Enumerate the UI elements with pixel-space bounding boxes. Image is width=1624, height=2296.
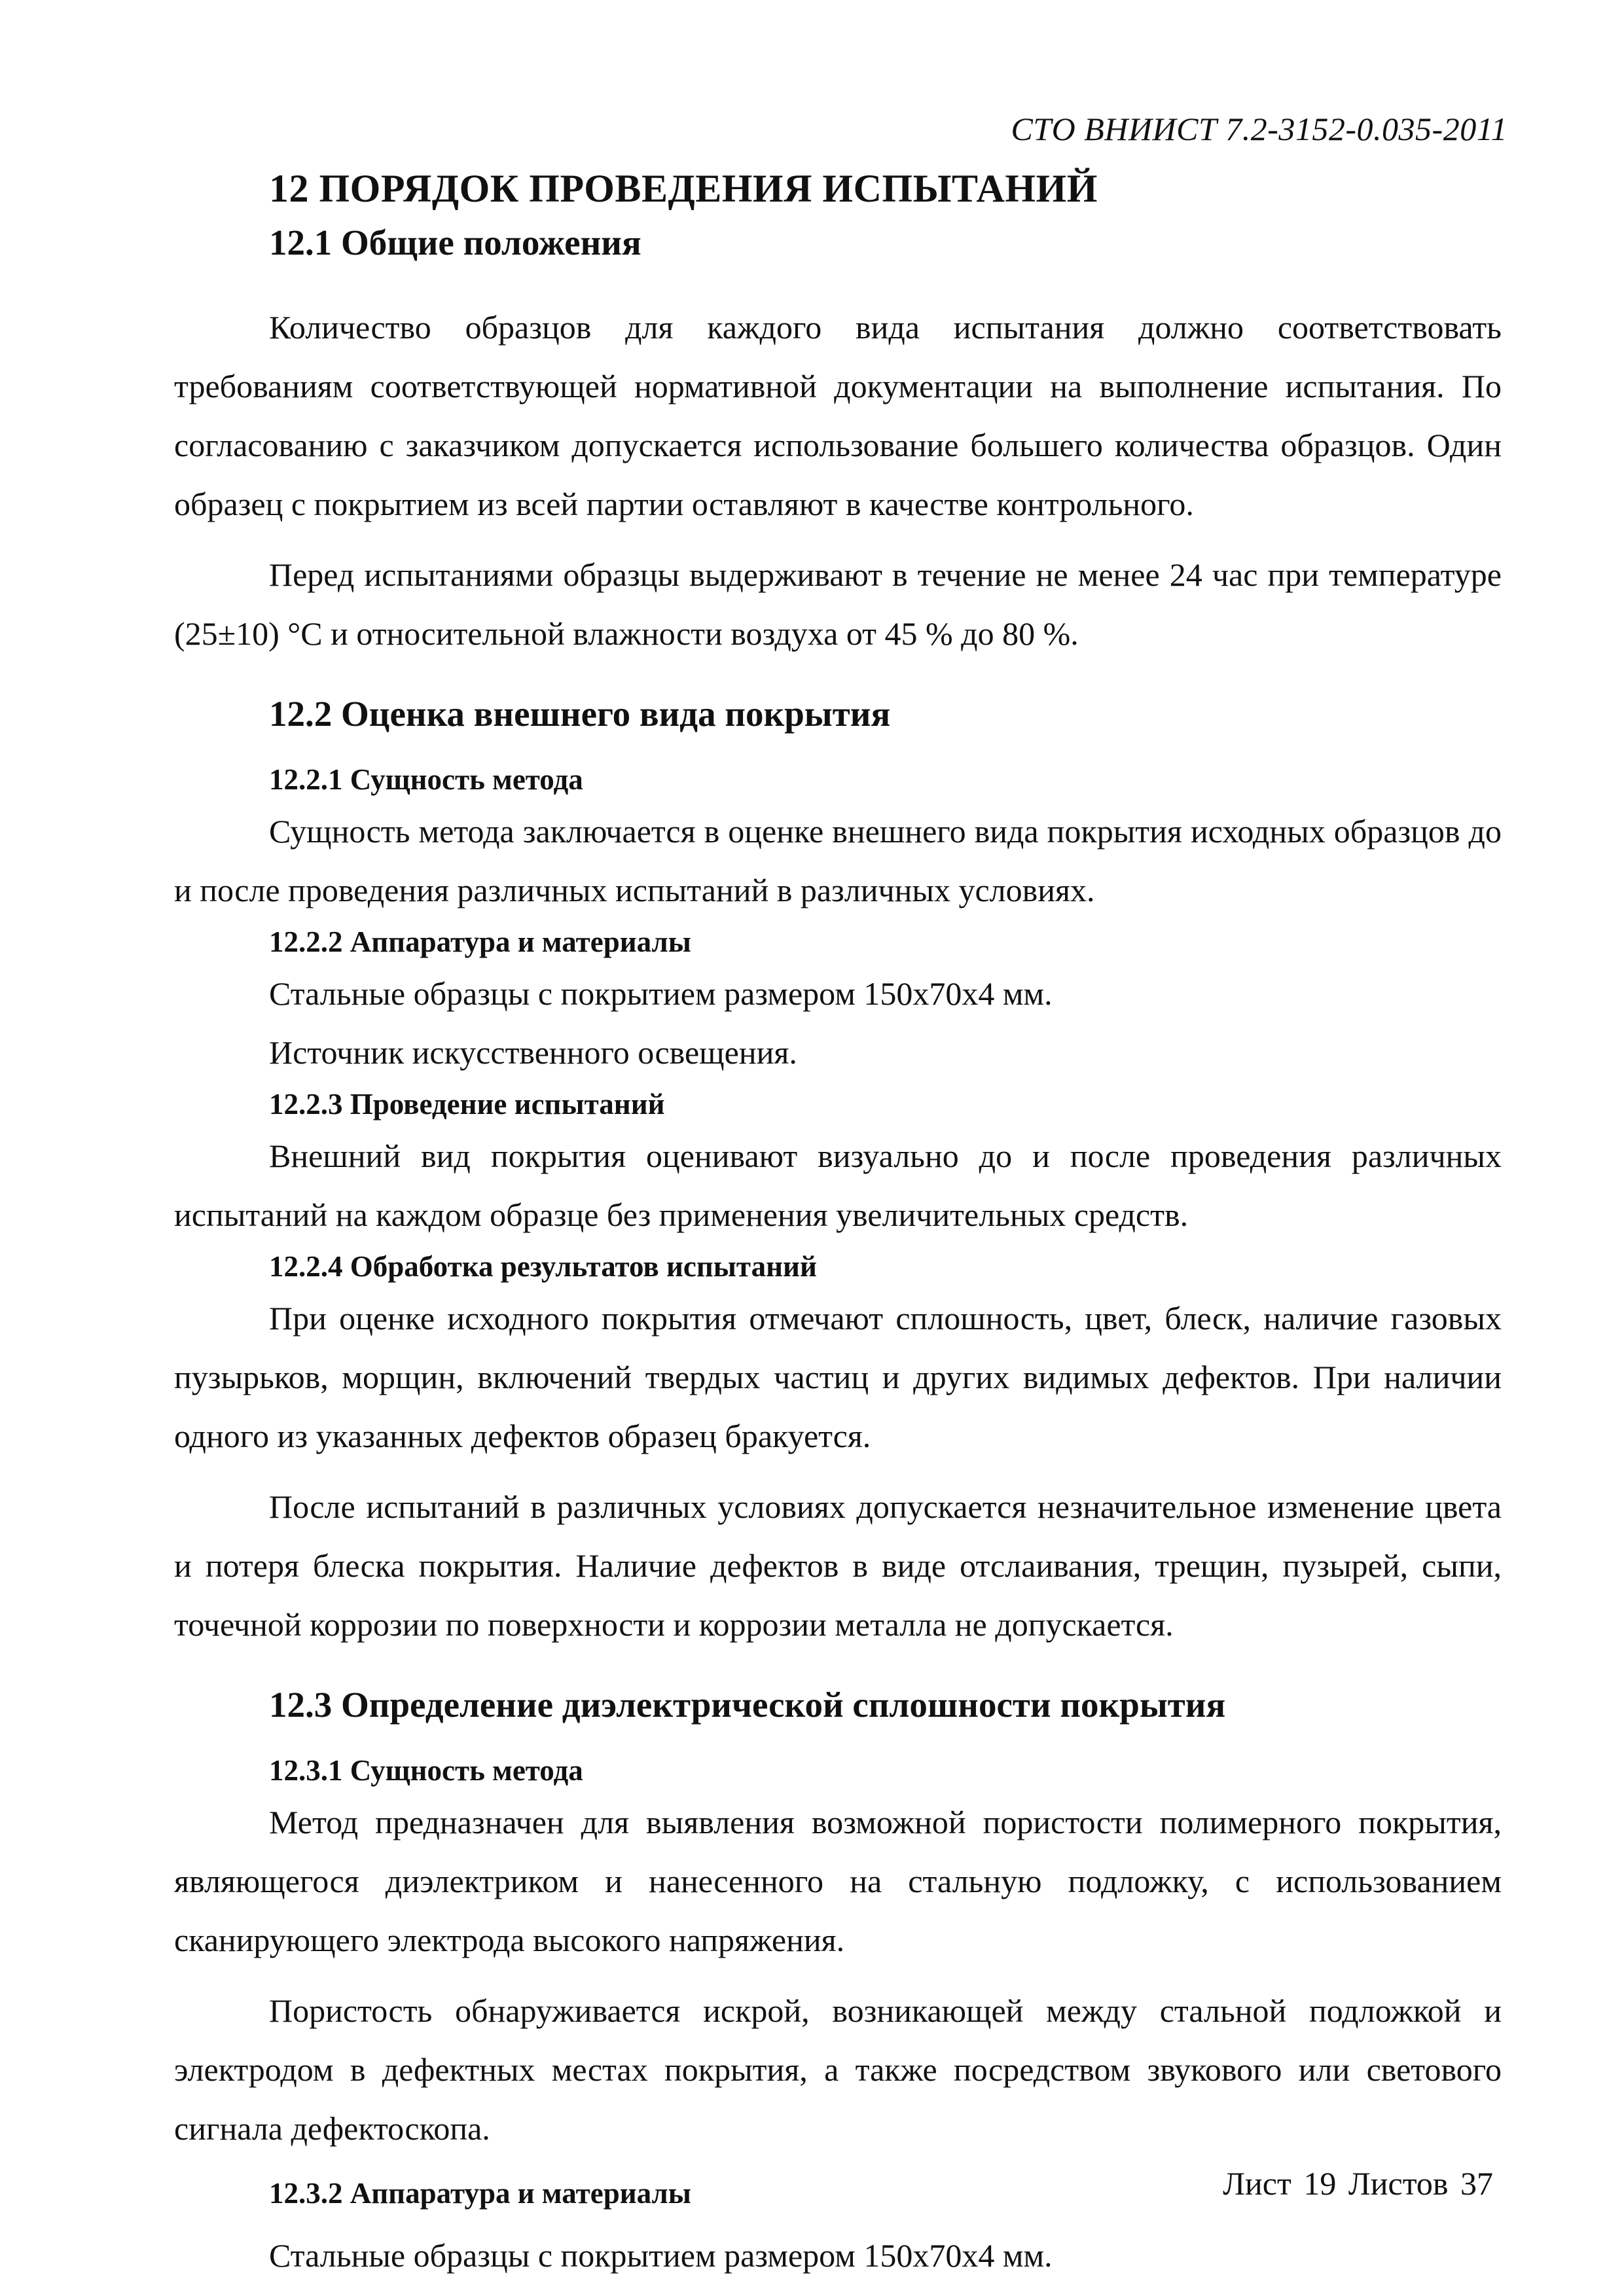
paragraph-12-2-4-b: После испытаний в различных условиях допускается незначительное изменение цвета и потеря блеска покрытия. Наличие дефектов в виде отслаивания, трещин, пузырей, сыпи, точечной коррозии по поверхности и коррозии металла не допускается. <box>174 1488 1502 1643</box>
section-title-12: 12 ПОРЯДОК ПРОВЕДЕНИЯ ИСПЫТАНИЙ <box>269 167 1098 210</box>
paragraph-12-1-1: Количество образцов для каждого вида испытания должно соответствовать требованиям соответствующей нормативной документации на выполнение испытания. По согласованию с заказчиком допускается использование большего количества образцов. Один образец с покрытием из всей партии оставляют в качестве контрольного. <box>174 309 1502 522</box>
heading-12-2-1: 12.2.1 Сущность метода <box>269 763 583 796</box>
heading-12-2-3: 12.2.3 Проведение испытаний <box>269 1088 665 1121</box>
paragraph-12-2-3: Внешний вид покрытия оценивают визуально до и после проведения различных испытаний на каждом образце без применения увеличительных средств. <box>174 1138 1502 1233</box>
page-content <box>174 160 1502 2285</box>
paragraph-12-3-1-b: Пористость обнаруживается искрой, возникающей между стальной подложкой и электродом в дефектных местах покрытия, а также посредством звукового или светового сигнала дефектоскопа. <box>174 1992 1502 2147</box>
paragraph-12-2-4-a: При оценке исходного покрытия отмечают сплошность, цвет, блеск, наличие газовых пузырьков, морщин, включений твердых частиц и других видимых дефектов. При наличии одного из указанных дефектов образец бракуется. <box>174 1300 1502 1454</box>
paragraph-12-3-2: Стальные образцы с покрытием размером 150х70х4 мм. <box>269 2237 1053 2274</box>
sheet-number: Лист 19 Листов 37 <box>1223 2165 1493 2202</box>
paragraph-12-2-2-b: Источник искусственного освещения. <box>269 1034 797 1071</box>
heading-12-3-2: 12.3.2 Аппаратура и материалы <box>269 2177 691 2210</box>
subsection-title-12-2: 12.2 Оценка внешнего вида покрытия <box>269 694 891 734</box>
paragraph-12-2-2-a: Стальные образцы с покрытием размером 150х70х4 мм. <box>269 975 1053 1012</box>
paragraph-12-3-1-a: Метод предназначен для выявления возможной пористости полимерного покрытия, являющегося диэлектриком и нанесенного на стальную подложку, с использованием сканирующего электрода высокого напряжения. <box>174 1804 1502 1958</box>
paragraph-12-1-2: Перед испытаниями образцы выдерживают в течение не менее 24 час при температуре (25±10) °С и относительной влажности воздуха от 45 % до 80 %. <box>174 556 1502 652</box>
subsection-title-12-3: 12.3 Определение диэлектрической сплошности покрытия <box>269 1685 1226 1725</box>
subsection-title-12-1: 12.1 Общие положения <box>269 223 641 262</box>
heading-12-2-4: 12.2.4 Обработка результатов испытаний <box>269 1250 817 1283</box>
heading-12-3-1: 12.3.1 Сущность метода <box>269 1754 583 1787</box>
document-code: СТО ВНИИСТ 7.2-3152-0.035-2011 <box>1011 111 1507 147</box>
heading-12-2-2: 12.2.2 Аппаратура и материалы <box>269 925 691 958</box>
paragraph-12-2-1: Сущность метода заключается в оценке внешнего вида покрытия исходных образцов до и после проведения различных испытаний в различных условиях. <box>174 813 1502 908</box>
